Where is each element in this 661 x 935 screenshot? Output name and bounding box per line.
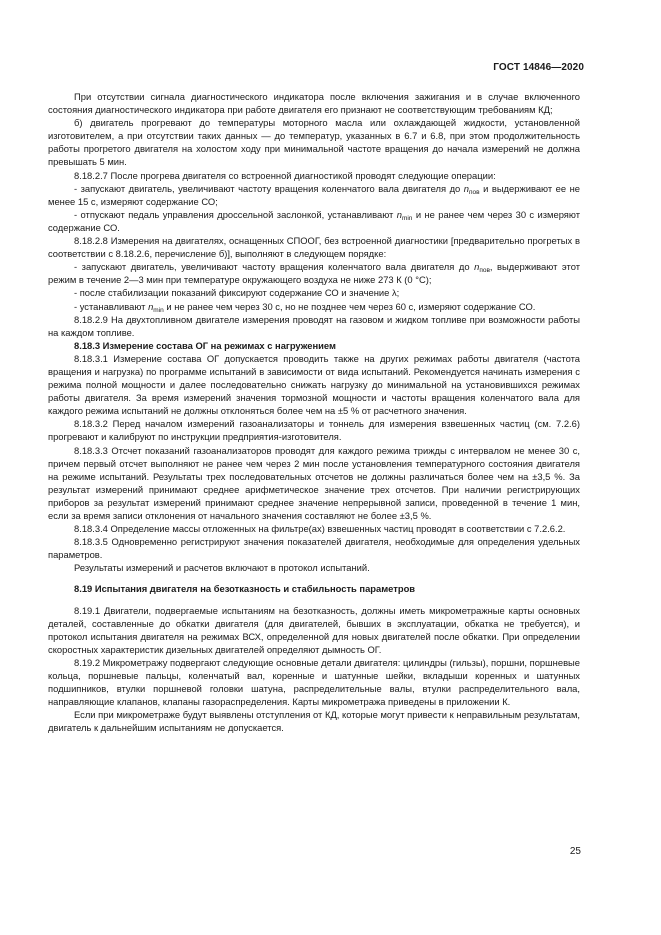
paragraph: Результаты измерений и расчетов включают в протокол испытаний.: [74, 562, 370, 574]
paragraph: Если при микрометраже будут выявлены отступления от КД, которые могут привести к неправильным результатам, двигатель к дальнейшим испытаниям не допускается.: [48, 709, 580, 734]
paragraph: 8.18.3.2 Перед началом измерений газоанализаторы и тоннель для измерения взвешенных частиц (см. 7.2.6) прогревают и калибруют по инструкции предприятия-изготовителя.: [48, 418, 580, 443]
page-number: 25: [569, 846, 581, 857]
paragraph: - запускают двигатель, увеличивают частоту вращения коленчатого вала двигателя до $n_{пов}$ и выдерживают ее не менее 15 с, измеряют содержание СО;: [48, 182, 581, 207]
document-body: [48, 90, 580, 735]
paragraph: б) двигатель прогревают до температуры моторного масла или охлаждающей жидкости, установленной изготовителем, а при отсутствии таких данных — до температур, указанных в 6.7 и 6.8, при этом продолжительность работы прогретого двигателя на холостом ходу при минимальной частоте вращения до начала измерений не должна превышать 5 мин.: [48, 117, 580, 168]
paragraph: - запускают двигатель, увеличивают частоту вращения коленчатого вала двигателя до $n_{пов}$, выдерживают этот режим в течение 2—3 мин при температуре окружающего воздуха не ниже 273 К (0 °С);: [48, 261, 580, 286]
section-heading: 8.19 Испытания двигателя на безотказность и стабильность параметров: [74, 583, 416, 595]
paragraph: 8.18.2.9 На двухтопливном двигателе измерения проводят на газовом и жидком топливе при возможности работы на каждом топливе.: [48, 313, 580, 338]
paragraph: - после стабилизации показаний фиксируют содержание СО и значение λ;: [74, 287, 400, 299]
paragraph: 8.18.2.7 После прогрева двигателя со встроенной диагностикой проводят следующие операции:: [74, 169, 496, 181]
paragraph: 8.18.3.4 Определение массы отложенных на фильтре(ах) взвешенных частиц проводят в соответствии с 7.2.6.2.: [74, 523, 566, 535]
paragraph: - устанавливают $n_{min}$ и не ранее чем через 30 с, но не позднее чем через 60 с, измеряют содержание СО.: [74, 300, 536, 314]
paragraph: 8.19.2 Микрометражу подвергают следующие основные детали двигателя: цилиндры (гильзы), поршни, поршневые кольца, поршневые пальцы, коленчатый вал, коренные и шатунные шейки, вкладыши коренных и шатунных подшипников, втулки поршневой головки шатуна, распределительные валы, втулки распределительного вала, направляющие клапанов, клапаны газораспределения. Карты микрометража приведены в приложении К.: [48, 656, 580, 708]
section-heading: 8.18.3 Измерение состава ОГ на режимах с нагружением: [74, 339, 336, 351]
paragraph: При отсутствии сигнала диагностического индикатора после включения зажигания и в случае включенного состояния диагностического индикатора при работе двигателя его признают не соответствующим требованиям КД;: [48, 91, 580, 116]
paragraph: 8.18.3.1 Измерение состава ОГ допускается проводить также на других режимах работы двигателя (частота вращения и нагрузка) по программе испытаний в зависимости от вида испытаний. Рекомендуется начинать измерения с режима полной мощности и далее последовательно снижать нагрузку до минимальной на установившихся режимах работы двигателя. За время измерений значения тормозной мощности и частоты вращения коленчатого вала для каждого режима испытаний не должны отклоняться более чем на ±5 % от расчетного значения.: [48, 352, 580, 417]
paragraph: - отпускают педаль управления дроссельной заслонкой, устанавливают $n_{min}$ и не ранее чем через 30 с измеряют содержание СО.: [48, 208, 580, 233]
paragraph: 8.18.2.8 Измерения на двигателях, оснащенных СПООГ, без встроенной диагностики [предварительно прогретых в соответствии с 8.18.2.6, перечисление б)], выполняют в следующем порядке:: [48, 235, 580, 260]
paragraph: 8.18.3.5 Одновременно регистрируют значения показателей двигателя, необходимые для определения удельных параметров.: [48, 536, 580, 561]
paragraph: 8.19.1 Двигатели, подвергаемые испытаниям на безотказность, должны иметь микрометражные карты основных деталей, составленные до обкатки двигателя (для двигателей, бывших в эксплуатации, обкатка не требуется), и протокол испытания двигателя на режимах ВСХ, определенной для новых двигателей после обкатки. При определении скоростных характеристик дизельных двигателей определяют дымность ОГ.: [48, 604, 580, 655]
paragraph: 8.18.3.3 Отсчет показаний газоанализаторов проводят для каждого режима трижды с интервалом не менее 30 с, причем первый отсчет выполняют не ранее чем через 2 мин после установления температурного состояния двигателя на режиме испытаний. Результаты трех последовательных отсчетов не должны различаться более чем на ±3,5 %. За результат измерений принимают среднее арифметическое значение трех отсчетов. При наличии регистрирующих приборов за результат измерений принимают среднее значение непрерывной записи, проведенной в течение 1 мин, если за время записи отклонения от начального значения составляют не более ±3,5 %.: [48, 444, 580, 521]
standard-designation: ГОСТ 14846—2020: [493, 62, 584, 73]
